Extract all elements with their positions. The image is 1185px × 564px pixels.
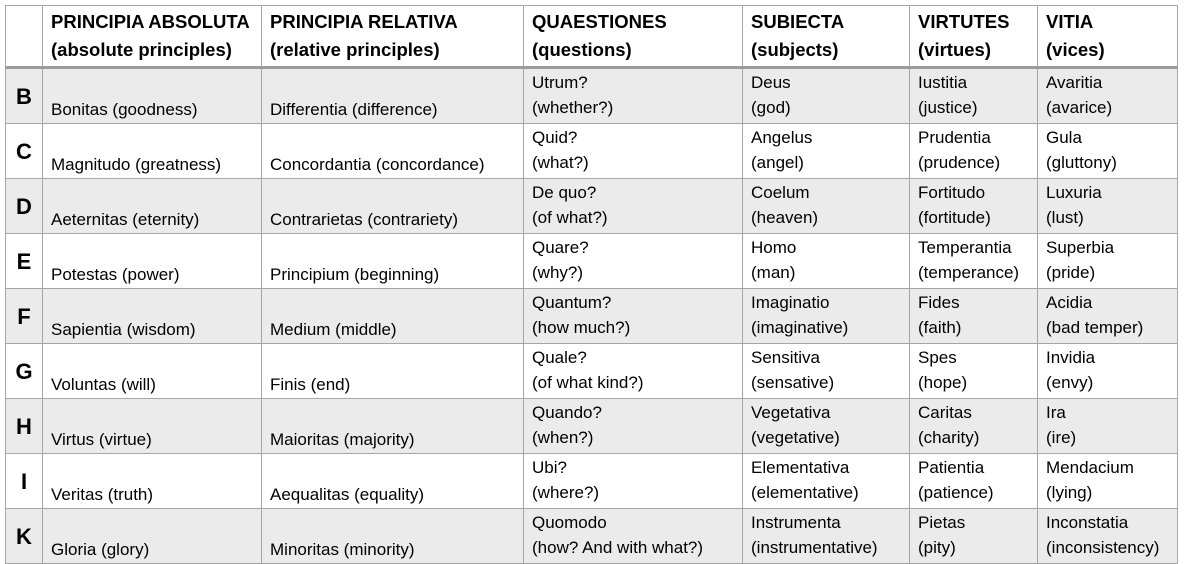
question-cell-latin: Ubi? (532, 458, 567, 477)
question-cell-latin: Quare? (532, 238, 589, 257)
subject-cell-latin: Deus (751, 73, 791, 92)
virtue-cell-latin: Caritas (918, 403, 972, 422)
header-title: VITIA (1046, 11, 1094, 32)
subject-cell (743, 454, 910, 509)
question-cell (524, 509, 743, 564)
virtue-cell-latin: Temperantia (918, 238, 1012, 257)
table-row (6, 68, 1178, 124)
absolute-principle-cell: Magnitudo (greatness) (43, 124, 262, 179)
absolute-principle-cell: Voluntas (will) (43, 344, 262, 399)
question-cell (524, 454, 743, 509)
table-body (6, 68, 1178, 564)
question-cell (524, 399, 743, 454)
question-cell-english: (whether?) (532, 98, 614, 117)
header-subtitle: (vices) (1046, 39, 1105, 60)
question-cell (524, 289, 743, 344)
vice-cell-latin: Invidia (1046, 348, 1096, 367)
relative-principle-cell: Contrarietas (contrariety) (262, 179, 524, 234)
table-row (6, 179, 1178, 234)
vice-cell (1038, 399, 1178, 454)
header-subtitle: (absolute principles) (51, 39, 232, 60)
header-title: PRINCIPIA RELATIVA (270, 11, 458, 32)
subject-cell (743, 124, 910, 179)
row-letter: B (6, 68, 43, 124)
virtue-cell-english: (patience) (918, 483, 994, 502)
virtue-cell-latin: Fortitudo (918, 183, 986, 202)
header-title: QUAESTIONES (532, 11, 667, 32)
virtue-cell-english: (fortitude) (918, 208, 991, 227)
vice-cell-english: (envy) (1046, 373, 1094, 392)
virtue-cell (910, 509, 1038, 564)
row-letter: C (6, 124, 43, 179)
row-letter: H (6, 399, 43, 454)
question-cell-latin: Quando? (532, 403, 602, 422)
header-letter (6, 6, 43, 68)
question-cell (524, 124, 743, 179)
virtue-cell (910, 124, 1038, 179)
virtue-cell-latin: Prudentia (918, 128, 991, 147)
subject-cell (743, 179, 910, 234)
relative-principle-cell: Aequalitas (equality) (262, 454, 524, 509)
relative-principle-cell: Medium (middle) (262, 289, 524, 344)
header-title: SUBIECTA (751, 11, 845, 32)
question-cell (524, 68, 743, 124)
principia-table (5, 5, 1178, 564)
subject-cell-english: (god) (751, 98, 791, 117)
question-cell-english: (of what kind?) (532, 373, 644, 392)
vice-cell-english: (pride) (1046, 263, 1096, 282)
header-title: VIRTUTES (918, 11, 1010, 32)
question-cell (524, 234, 743, 289)
header-subjects (743, 6, 910, 68)
virtue-cell (910, 289, 1038, 344)
subject-cell-english: (imaginative) (751, 318, 849, 337)
row-letter: G (6, 344, 43, 399)
subject-cell-latin: Coelum (751, 183, 810, 202)
subject-cell-english: (instrumentative) (751, 538, 878, 557)
relative-principle-cell: Maioritas (majority) (262, 399, 524, 454)
absolute-principle-cell: Virtus (virtue) (43, 399, 262, 454)
virtue-cell-english: (hope) (918, 373, 968, 392)
header-absolute-principles (43, 6, 262, 68)
subject-cell (743, 68, 910, 124)
relative-principle-cell: Concordantia (concordance) (262, 124, 524, 179)
subject-cell-english: (vegetative) (751, 428, 840, 447)
vice-cell-english: (avarice) (1046, 98, 1113, 117)
table-row (6, 509, 1178, 564)
vice-cell-latin: Luxuria (1046, 183, 1102, 202)
vice-cell-latin: Inconstatia (1046, 513, 1129, 532)
virtue-cell-english: (charity) (918, 428, 980, 447)
relative-principle-cell: Principium (beginning) (262, 234, 524, 289)
question-cell-latin: De quo? (532, 183, 597, 202)
subject-cell-english: (heaven) (751, 208, 819, 227)
vice-cell-english: (inconsistency) (1046, 538, 1160, 557)
vice-cell-english: (lying) (1046, 483, 1093, 502)
vice-cell-english: (lust) (1046, 208, 1084, 227)
vice-cell (1038, 289, 1178, 344)
subject-cell (743, 234, 910, 289)
question-cell (524, 179, 743, 234)
subject-cell-latin: Vegetativa (751, 403, 831, 422)
virtue-cell-latin: Iustitia (918, 73, 968, 92)
header-row (6, 6, 1178, 68)
vice-cell (1038, 234, 1178, 289)
question-cell-english: (when?) (532, 428, 594, 447)
relative-principle-cell: Minoritas (minority) (262, 509, 524, 564)
header-title: PRINCIPIA ABSOLUTA (51, 11, 250, 32)
virtue-cell (910, 454, 1038, 509)
vice-cell-latin: Acidia (1046, 293, 1093, 312)
vice-cell-latin: Gula (1046, 128, 1082, 147)
absolute-principle-cell: Aeternitas (eternity) (43, 179, 262, 234)
question-cell-latin: Quantum? (532, 293, 612, 312)
question-cell-english: (of what?) (532, 208, 608, 227)
virtue-cell (910, 344, 1038, 399)
subject-cell-english: (man) (751, 263, 796, 282)
vice-cell (1038, 509, 1178, 564)
virtue-cell (910, 68, 1038, 124)
subject-cell-english: (angel) (751, 153, 804, 172)
virtue-cell-latin: Fides (918, 293, 960, 312)
table-row (6, 454, 1178, 509)
vice-cell (1038, 454, 1178, 509)
row-letter: F (6, 289, 43, 344)
vice-cell (1038, 344, 1178, 399)
row-letter: I (6, 454, 43, 509)
table-row (6, 289, 1178, 344)
header-virtues (910, 6, 1038, 68)
virtue-cell-latin: Pietas (918, 513, 966, 532)
vice-cell-latin: Superbia (1046, 238, 1115, 257)
relative-principle-cell: Finis (end) (262, 344, 524, 399)
virtue-cell-english: (faith) (918, 318, 962, 337)
subject-cell-latin: Angelus (751, 128, 813, 147)
subject-cell-latin: Elementativa (751, 458, 850, 477)
header-subtitle: (questions) (532, 39, 632, 60)
subject-cell (743, 344, 910, 399)
relative-principle-cell: Differentia (difference) (262, 68, 524, 124)
subject-cell-english: (elementative) (751, 483, 859, 502)
virtue-cell-english: (prudence) (918, 153, 1001, 172)
row-letter: D (6, 179, 43, 234)
table-row (6, 234, 1178, 289)
virtue-cell-english: (pity) (918, 538, 956, 557)
subject-cell-latin: Homo (751, 238, 797, 257)
virtue-cell-english: (temperance) (918, 263, 1020, 282)
subject-cell-latin: Imaginatio (751, 293, 830, 312)
question-cell-english: (where?) (532, 483, 600, 502)
header-subtitle: (relative principles) (270, 39, 440, 60)
subject-cell (743, 509, 910, 564)
vice-cell-english: (bad temper) (1046, 318, 1144, 337)
virtue-cell (910, 179, 1038, 234)
subject-cell-latin: Sensitiva (751, 348, 820, 367)
vice-cell (1038, 124, 1178, 179)
virtue-cell-latin: Spes (918, 348, 957, 367)
header-questions (524, 6, 743, 68)
question-cell-latin: Quid? (532, 128, 578, 147)
virtue-cell-english: (justice) (918, 98, 978, 117)
virtue-cell (910, 234, 1038, 289)
table-row (6, 344, 1178, 399)
subject-cell (743, 399, 910, 454)
virtue-cell-latin: Patientia (918, 458, 985, 477)
question-cell (524, 344, 743, 399)
question-cell-english: (how much?) (532, 318, 631, 337)
question-cell-english: (why?) (532, 263, 584, 282)
absolute-principle-cell: Potestas (power) (43, 234, 262, 289)
header-subtitle: (subjects) (751, 39, 839, 60)
vice-cell (1038, 179, 1178, 234)
vice-cell-latin: Avaritia (1046, 73, 1103, 92)
header-subtitle: (virtues) (918, 39, 991, 60)
table-row (6, 399, 1178, 454)
vice-cell-english: (gluttony) (1046, 153, 1117, 172)
virtue-cell (910, 399, 1038, 454)
row-letter: K (6, 509, 43, 564)
header-vices (1038, 6, 1178, 68)
subject-cell (743, 289, 910, 344)
vice-cell-latin: Mendacium (1046, 458, 1134, 477)
vice-cell-english: (ire) (1046, 428, 1077, 447)
question-cell-latin: Quale? (532, 348, 587, 367)
row-letter: E (6, 234, 43, 289)
table-row (6, 124, 1178, 179)
header-relative-principles (262, 6, 524, 68)
subject-cell-latin: Instrumenta (751, 513, 841, 532)
absolute-principle-cell: Veritas (truth) (43, 454, 262, 509)
subject-cell-english: (sensative) (751, 373, 835, 392)
absolute-principle-cell: Gloria (glory) (43, 509, 262, 564)
absolute-principle-cell: Sapientia (wisdom) (43, 289, 262, 344)
vice-cell (1038, 68, 1178, 124)
question-cell-latin: Utrum? (532, 73, 588, 92)
question-cell-english: (how? And with what?) (532, 538, 704, 557)
question-cell-english: (what?) (532, 153, 589, 172)
vice-cell-latin: Ira (1046, 403, 1066, 422)
absolute-principle-cell: Bonitas (goodness) (43, 68, 262, 124)
question-cell-latin: Quomodo (532, 513, 607, 532)
